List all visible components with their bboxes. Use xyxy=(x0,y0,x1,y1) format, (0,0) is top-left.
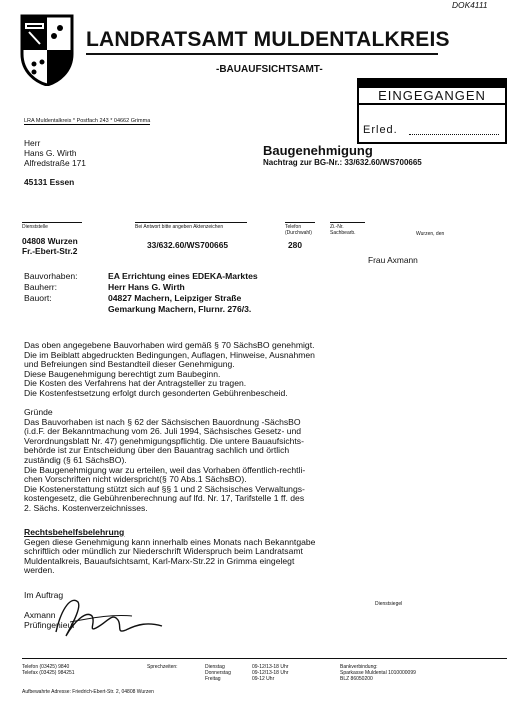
footer-hour: 09-12 Uhr xyxy=(252,676,275,682)
bauvorhaben-label: Bauvorhaben: xyxy=(24,271,78,281)
bauvorhaben-value: EA Errichtung eines EDEKA-Marktes xyxy=(108,271,258,281)
footer-day: Freitag xyxy=(205,676,221,682)
bauort-label: Bauort: xyxy=(24,293,52,303)
gruende-section xyxy=(24,408,305,514)
header-telefon: Telefon (Durchwahl) xyxy=(285,224,312,236)
document-subtitle: Nachtrag zur BG-Nr.: 33/632.60/WS700665 xyxy=(263,158,422,167)
gruende-line: zuständig (§ 61 SächsBO). xyxy=(24,454,127,465)
coat-of-arms-logo xyxy=(18,14,76,86)
handwritten-signature xyxy=(52,592,170,644)
telefon-value: 280 xyxy=(288,240,302,250)
header-zimmer: Zi.-Nr. Sachbearb. xyxy=(330,224,356,236)
footer-bank-line1: Sparkasse Muldental 1010000099 xyxy=(340,670,416,676)
footer-telefax: Telefax (03425) 984251 xyxy=(22,670,75,676)
footer-rule xyxy=(22,658,507,659)
office-city: 04808 Wurzen xyxy=(22,236,78,246)
bauherr-label: Bauherr: xyxy=(24,282,57,292)
intro-line: Das oben angegebene Bauvorhaben wird gemäß § 70 SächsBO genehmigt. xyxy=(24,340,315,350)
signer-name: Axmann xyxy=(24,610,56,620)
signer-role: Prüfingenieur xyxy=(24,620,76,630)
intro-line: Die Kosten des Verfahrens hat der Antragsteller zu tragen. xyxy=(24,378,247,389)
bauherr-value: Herr Hans G. Wirth xyxy=(108,282,185,292)
rechtsbehelf-line: werden. xyxy=(24,565,55,576)
header-rule xyxy=(86,53,438,55)
footer-telefon: Telefon (03425) 9840 xyxy=(22,664,70,670)
intro-line: Diese Baugenehmigung berechtigt zum Baubeginn. xyxy=(24,368,221,379)
footer-bank-line2: BLZ 86050200 xyxy=(340,676,373,682)
stamp-erled: Erled. xyxy=(363,124,398,136)
sender-line: LRA Muldentalkreis * Postfach 243 * 04662 Grimma xyxy=(24,118,151,124)
sachbearbeiter-name: Frau Axmann xyxy=(368,255,418,265)
header-datum: Wurzen, den xyxy=(416,231,445,237)
footer-hours xyxy=(252,664,288,682)
header-aktenzeichen: Bei Antwort bitte angeben Aktenzeichen xyxy=(135,224,224,230)
intro-line: Die im Beiblatt abgedruckten Bedingungen, Auflagen, Hinweise, Ausnahmen xyxy=(24,349,315,360)
bauort-line-2: Gemarkung Machern, Flurnr. 276/3. xyxy=(108,304,252,314)
footer-hour: 09-12/13-18 Uhr xyxy=(252,664,289,670)
org-title: LANDRATSAMT MULDENTALKREIS xyxy=(86,28,450,51)
rechtsbehelf-line: Gegen diese Genehmigung kann innerhalb eines Monats nach Bekanntgabe xyxy=(24,536,316,547)
rechtsbehelf-section xyxy=(24,528,315,576)
recipient-city: 45131 Essen xyxy=(24,177,75,187)
gruende-line: (i.d.F. der Bekanntmachung vom 26. Juli 1994, Sächsisches Gesetz- und xyxy=(24,426,302,437)
gruende-line: kostengesetz, die Gebührenberechnung auf lfd. Nr. 17, Tarifstelle 1 ff. des xyxy=(24,493,305,504)
gruende-line: 2. Sächs. Kostenverzeichnisses. xyxy=(24,502,148,513)
gruende-line: Die Kostenerstattung stützt sich auf §§ 1 und 2 Sächsisches Verwaltungs- xyxy=(24,483,305,494)
gruende-line: behörde ist zur Entscheidung über den Bauantrag sachlich und örtlich xyxy=(24,445,290,456)
bauort-line-1: 04827 Machern, Leipziger Straße xyxy=(108,293,242,303)
im-auftrag: Im Auftrag xyxy=(24,590,64,600)
footer-address: Aufbewahrte Adresse: Friedrich-Ebert-Str. 2, 04808 Wurzen xyxy=(22,689,154,695)
received-stamp xyxy=(357,78,507,144)
gruende-line: Die Baugenehmigung war zu erteilen, weil das Vorhaben öffentlich-rechtli- xyxy=(24,464,306,475)
gruende-heading: Gründe xyxy=(24,407,53,417)
document-title: Baugenehmigung xyxy=(263,143,373,158)
rechtsbehelf-line: schriftlich oder mündlich zur Niederschrift Widerspruch beim Landratsamt xyxy=(24,546,303,557)
recipient-name: Hans G. Wirth xyxy=(24,148,77,158)
recipient-street: Alfredstraße 171 xyxy=(24,158,86,168)
gruende-line: Verordnungsblatt Nr. 47) genehmigungspflichtig. Die untere Bauaufsichts- xyxy=(24,435,304,446)
intro-paragraph xyxy=(24,341,315,399)
intro-line: und Befreiungen sind Bestandteil dieser Genehmigung. xyxy=(24,359,235,370)
header-dienststelle: Dienststelle xyxy=(22,224,48,230)
footer-bank-label: Bankverbindung: xyxy=(340,664,378,670)
aktenzeichen-value: 33/632.60/WS700665 xyxy=(147,240,229,250)
department: -BAUAUFSICHTSAMT- xyxy=(216,64,323,75)
footer-bank xyxy=(340,664,416,682)
intro-line: Die Kostenfestsetzung erfolgt durch gesonderten Gebührenbescheid. xyxy=(24,387,288,398)
footer-sprechzeiten-label: Sprechzeiten: xyxy=(147,664,178,670)
office-street: Fr.-Ebert-Str.2 xyxy=(22,246,78,256)
rechtsbehelf-line: Muldentalkreis, Bauaufsichtsamt, Karl-Marx-Str.22 in Grimma eingelegt xyxy=(24,555,295,566)
rechtsbehelf-heading: Rechtsbehelfsbelehrung xyxy=(24,527,125,537)
corner-mark: DOK4111 xyxy=(452,0,488,10)
recipient-salutation: Herr xyxy=(24,138,41,148)
gruende-line: chen Vorschriften nicht widerspricht(§ 70 Abs.1 SächsBO). xyxy=(24,474,247,485)
gruende-line: Das Bauvorhaben ist nach § 62 der Sächsischen Bauordnung -SächsBO xyxy=(24,416,301,427)
footer-day: Donnerstag xyxy=(205,670,231,676)
stamp-title: EINGEGANGEN xyxy=(359,86,505,105)
footer-day: Dienstag xyxy=(205,664,225,670)
footer-hour: 09-12/13-18 Uhr xyxy=(252,670,289,676)
footer-days xyxy=(205,664,231,682)
dienstsiegel-label: Dienstsiegel xyxy=(375,601,403,607)
